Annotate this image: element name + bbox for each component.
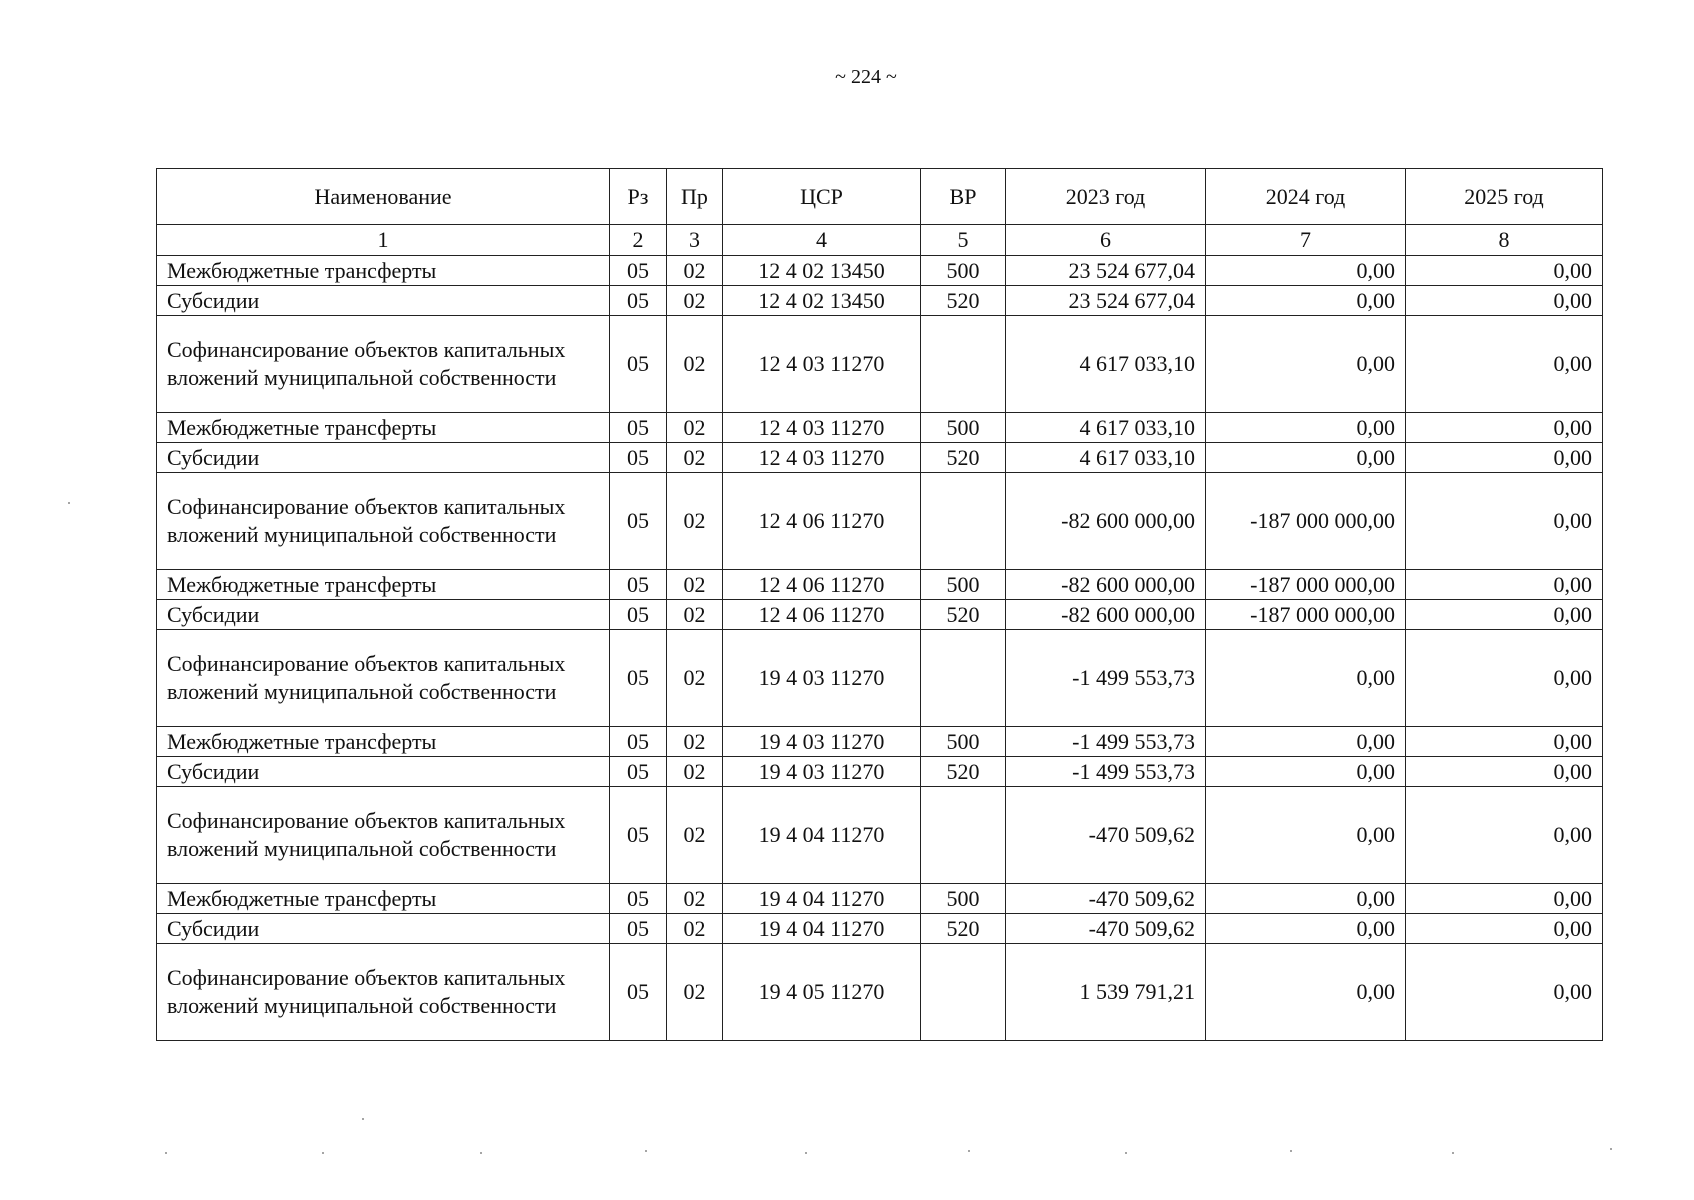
table-row bbox=[157, 787, 1603, 884]
column-number-cell: 4 bbox=[723, 225, 921, 256]
cell-2023: -1 499 553,73 bbox=[1006, 757, 1206, 787]
cell-rz: 05 bbox=[610, 757, 667, 787]
cell-2025: 0,00 bbox=[1406, 570, 1603, 600]
column-number-cell: 7 bbox=[1206, 225, 1406, 256]
cell-2023: 23 524 677,04 bbox=[1006, 286, 1206, 316]
header-cell-name: Наименование bbox=[157, 169, 610, 225]
cell-rz: 05 bbox=[610, 914, 667, 944]
cell-pr: 02 bbox=[667, 413, 723, 443]
cell-vr: 520 bbox=[921, 600, 1006, 630]
table-row bbox=[157, 570, 1603, 600]
table-row bbox=[157, 944, 1603, 1041]
column-number-cell: 5 bbox=[921, 225, 1006, 256]
cell-vr: 520 bbox=[921, 286, 1006, 316]
cell-2025: 0,00 bbox=[1406, 727, 1603, 757]
cell-2023: -470 509,62 bbox=[1006, 787, 1206, 884]
cell-vr: 500 bbox=[921, 727, 1006, 757]
table-row bbox=[157, 727, 1603, 757]
cell-2024: 0,00 bbox=[1206, 443, 1406, 473]
column-number-cell: 6 bbox=[1006, 225, 1206, 256]
cell-vr: 520 bbox=[921, 914, 1006, 944]
cell-pr: 02 bbox=[667, 256, 723, 286]
cell-vr: 500 bbox=[921, 413, 1006, 443]
cell-2024: 0,00 bbox=[1206, 286, 1406, 316]
cell-2024: 0,00 bbox=[1206, 630, 1406, 727]
cell-vr bbox=[921, 316, 1006, 413]
cell-rz: 05 bbox=[610, 570, 667, 600]
cell-2024: 0,00 bbox=[1206, 884, 1406, 914]
cell-rz: 05 bbox=[610, 787, 667, 884]
cell-csr: 12 4 02 13450 bbox=[723, 286, 921, 316]
cell-csr: 19 4 05 11270 bbox=[723, 944, 921, 1041]
cell-rz: 05 bbox=[610, 600, 667, 630]
cell-csr: 12 4 03 11270 bbox=[723, 316, 921, 413]
table-row bbox=[157, 256, 1603, 286]
cell-2024: 0,00 bbox=[1206, 944, 1406, 1041]
cell-name: Субсидии bbox=[157, 443, 610, 473]
column-number-cell: 1 bbox=[157, 225, 610, 256]
cell-vr: 500 bbox=[921, 570, 1006, 600]
table-row bbox=[157, 757, 1603, 787]
cell-rz: 05 bbox=[610, 316, 667, 413]
cell-vr: 500 bbox=[921, 256, 1006, 286]
cell-2023: -82 600 000,00 bbox=[1006, 570, 1206, 600]
cell-name: Субсидии bbox=[157, 914, 610, 944]
budget-table bbox=[156, 168, 1603, 1041]
cell-csr: 12 4 06 11270 bbox=[723, 473, 921, 570]
cell-csr: 12 4 06 11270 bbox=[723, 600, 921, 630]
cell-2025: 0,00 bbox=[1406, 600, 1603, 630]
cell-2025: 0,00 bbox=[1406, 914, 1603, 944]
column-number-cell: 8 bbox=[1406, 225, 1603, 256]
cell-2024: 0,00 bbox=[1206, 787, 1406, 884]
cell-2023: 23 524 677,04 bbox=[1006, 256, 1206, 286]
cell-csr: 12 4 06 11270 bbox=[723, 570, 921, 600]
cell-2023: -82 600 000,00 bbox=[1006, 473, 1206, 570]
cell-vr bbox=[921, 944, 1006, 1041]
cell-csr: 19 4 03 11270 bbox=[723, 757, 921, 787]
header-cell-pr: Пр bbox=[667, 169, 723, 225]
cell-2023: -82 600 000,00 bbox=[1006, 600, 1206, 630]
cell-name: Софинансирование объектов капитальных вложений муниципальной собственности bbox=[157, 630, 610, 727]
cell-pr: 02 bbox=[667, 787, 723, 884]
header-cell-2024: 2024 год bbox=[1206, 169, 1406, 225]
table-row bbox=[157, 473, 1603, 570]
cell-name: Софинансирование объектов капитальных вложений муниципальной собственности bbox=[157, 316, 610, 413]
cell-name: Софинансирование объектов капитальных вложений муниципальной собственности bbox=[157, 787, 610, 884]
cell-vr: 520 bbox=[921, 757, 1006, 787]
cell-csr: 19 4 03 11270 bbox=[723, 727, 921, 757]
cell-pr: 02 bbox=[667, 727, 723, 757]
column-number-cell: 3 bbox=[667, 225, 723, 256]
cell-2024: 0,00 bbox=[1206, 757, 1406, 787]
cell-name: Субсидии bbox=[157, 757, 610, 787]
cell-2025: 0,00 bbox=[1406, 884, 1603, 914]
cell-vr bbox=[921, 787, 1006, 884]
cell-rz: 05 bbox=[610, 413, 667, 443]
cell-pr: 02 bbox=[667, 570, 723, 600]
cell-pr: 02 bbox=[667, 600, 723, 630]
cell-2023: 4 617 033,10 bbox=[1006, 443, 1206, 473]
cell-pr: 02 bbox=[667, 630, 723, 727]
cell-csr: 12 4 02 13450 bbox=[723, 256, 921, 286]
cell-2025: 0,00 bbox=[1406, 757, 1603, 787]
cell-2025: 0,00 bbox=[1406, 286, 1603, 316]
header-cell-2025: 2025 год bbox=[1406, 169, 1603, 225]
cell-name: Софинансирование объектов капитальных вложений муниципальной собственности bbox=[157, 473, 610, 570]
table-row bbox=[157, 286, 1603, 316]
cell-csr: 19 4 03 11270 bbox=[723, 630, 921, 727]
cell-name: Межбюджетные трансферты bbox=[157, 884, 610, 914]
cell-csr: 12 4 03 11270 bbox=[723, 443, 921, 473]
cell-2024: 0,00 bbox=[1206, 914, 1406, 944]
header-cell-2023: 2023 год bbox=[1006, 169, 1206, 225]
cell-vr: 520 bbox=[921, 443, 1006, 473]
header-cell-vr: ВР bbox=[921, 169, 1006, 225]
cell-rz: 05 bbox=[610, 630, 667, 727]
cell-csr: 12 4 03 11270 bbox=[723, 413, 921, 443]
cell-vr: 500 bbox=[921, 884, 1006, 914]
table-row bbox=[157, 316, 1603, 413]
cell-2024: 0,00 bbox=[1206, 316, 1406, 413]
cell-pr: 02 bbox=[667, 944, 723, 1041]
table-row bbox=[157, 884, 1603, 914]
cell-2024: -187 000 000,00 bbox=[1206, 600, 1406, 630]
page-number: ~ 224 ~ bbox=[835, 66, 897, 88]
cell-2024: 0,00 bbox=[1206, 413, 1406, 443]
cell-csr: 19 4 04 11270 bbox=[723, 884, 921, 914]
cell-pr: 02 bbox=[667, 316, 723, 413]
table-row bbox=[157, 600, 1603, 630]
table-row bbox=[157, 630, 1603, 727]
header-cell-rz: Рз bbox=[610, 169, 667, 225]
cell-pr: 02 bbox=[667, 473, 723, 570]
cell-2025: 0,00 bbox=[1406, 473, 1603, 570]
cell-2023: -1 499 553,73 bbox=[1006, 727, 1206, 757]
cell-rz: 05 bbox=[610, 286, 667, 316]
cell-2023: 4 617 033,10 bbox=[1006, 413, 1206, 443]
cell-2023: 4 617 033,10 bbox=[1006, 316, 1206, 413]
cell-name: Межбюджетные трансферты bbox=[157, 570, 610, 600]
cell-2024: 0,00 bbox=[1206, 727, 1406, 757]
cell-name: Софинансирование объектов капитальных вложений муниципальной собственности bbox=[157, 944, 610, 1041]
cell-2025: 0,00 bbox=[1406, 630, 1603, 727]
cell-2024: 0,00 bbox=[1206, 256, 1406, 286]
cell-csr: 19 4 04 11270 bbox=[723, 914, 921, 944]
cell-vr bbox=[921, 473, 1006, 570]
cell-rz: 05 bbox=[610, 727, 667, 757]
cell-2023: -1 499 553,73 bbox=[1006, 630, 1206, 727]
cell-rz: 05 bbox=[610, 884, 667, 914]
cell-name: Межбюджетные трансферты bbox=[157, 413, 610, 443]
cell-rz: 05 bbox=[610, 443, 667, 473]
column-number-cell: 2 bbox=[610, 225, 667, 256]
cell-pr: 02 bbox=[667, 884, 723, 914]
table-row bbox=[157, 413, 1603, 443]
cell-2023: -470 509,62 bbox=[1006, 914, 1206, 944]
cell-2024: -187 000 000,00 bbox=[1206, 473, 1406, 570]
header-row bbox=[157, 169, 1603, 225]
table-row bbox=[157, 914, 1603, 944]
cell-rz: 05 bbox=[610, 944, 667, 1041]
cell-name: Межбюджетные трансферты bbox=[157, 256, 610, 286]
cell-rz: 05 bbox=[610, 473, 667, 570]
cell-2025: 0,00 bbox=[1406, 413, 1603, 443]
cell-csr: 19 4 04 11270 bbox=[723, 787, 921, 884]
cell-2025: 0,00 bbox=[1406, 443, 1603, 473]
cell-2024: -187 000 000,00 bbox=[1206, 570, 1406, 600]
cell-rz: 05 bbox=[610, 256, 667, 286]
cell-2025: 0,00 bbox=[1406, 944, 1603, 1041]
cell-2025: 0,00 bbox=[1406, 256, 1603, 286]
cell-2025: 0,00 bbox=[1406, 787, 1603, 884]
cell-2023: 1 539 791,21 bbox=[1006, 944, 1206, 1041]
column-number-row bbox=[157, 225, 1603, 256]
cell-pr: 02 bbox=[667, 757, 723, 787]
cell-vr bbox=[921, 630, 1006, 727]
cell-2023: -470 509,62 bbox=[1006, 884, 1206, 914]
cell-name: Межбюджетные трансферты bbox=[157, 727, 610, 757]
cell-name: Субсидии bbox=[157, 286, 610, 316]
cell-2025: 0,00 bbox=[1406, 316, 1603, 413]
cell-name: Субсидии bbox=[157, 600, 610, 630]
table-row bbox=[157, 443, 1603, 473]
cell-pr: 02 bbox=[667, 286, 723, 316]
header-cell-csr: ЦСР bbox=[723, 169, 921, 225]
cell-pr: 02 bbox=[667, 914, 723, 944]
cell-pr: 02 bbox=[667, 443, 723, 473]
